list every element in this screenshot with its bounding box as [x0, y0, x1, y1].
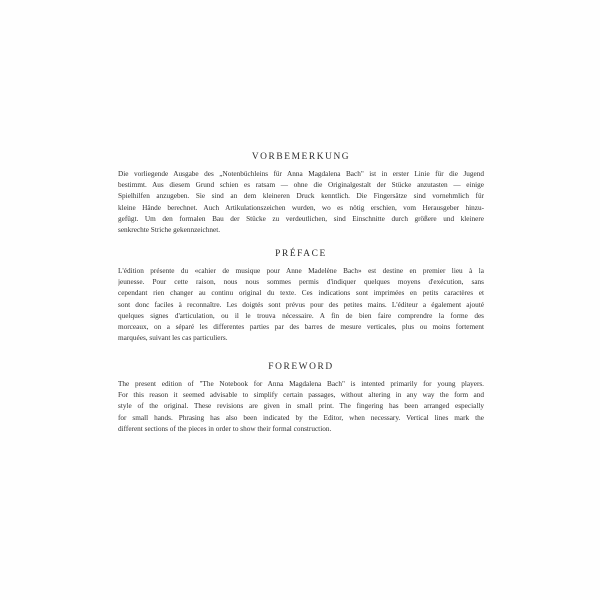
french-paragraph [118, 266, 484, 344]
french-line: jeunesse. Pour cette raison, nous nous sommes permis d'indiquer quelques moyens d'exécution, sans [118, 278, 484, 287]
german-preface-section [118, 152, 484, 236]
german-line: gefügt. Um den formalen Bau der Stücke zu verdeutlichen, sind Einschnitte durch größere und kleinere [118, 214, 484, 223]
french-line: quelques signes d'articulation, ou il le trouva nécessaire. A fin de bien faire comprendre la forme des [118, 311, 484, 320]
english-line: different sections of the pieces in order to show their formal construction. [118, 424, 332, 433]
french-line: L'édition présente du «cahier de musique pour Anne Madelène Bach» est destine en premier lieu à la [118, 267, 484, 275]
english-line: The present edition of "The Notebook for Anna Magdalena Bach" is intented primarily for young players. [118, 380, 484, 388]
german-line: kleine Hände berechnet. Auch Artikulationszeichen wurden, wo es nötig erschien, vom Herausgeber hinzu- [118, 203, 484, 212]
english-line: for small hands. Phrasing has also been indicated by the Editor, when necessary. Vertical lines mark the [118, 413, 484, 422]
french-heading: PRÉFACE [275, 249, 327, 259]
english-line: For this reason it seemed advisable to simplify certain passages, without altering in any way the form and [118, 391, 484, 400]
german-line: senkrechte Striche gekennzeichnet. [118, 225, 221, 234]
french-line: morceaux, on a séparé les differentes parties par des barres de mesure verticales, plus ou moins fortement [118, 322, 484, 331]
english-preface-section [118, 362, 484, 435]
german-line: Die vorliegende Ausgabe des „Notenbüchleins für Anna Magdalena Bach" ist in erster Linie für die Jugend [118, 170, 484, 178]
french-line: cependant rien changer au continu original du texte. Ces indications sont imprimées en petits caractères et [118, 289, 484, 298]
german-paragraph [118, 169, 484, 236]
english-line: style of the original. These revisions are given in small print. The fingering has been arranged especially [118, 402, 484, 411]
english-paragraph [118, 379, 484, 435]
german-line: bestimmt. Aus diesem Grund schien es ratsam — ohne die Originalgestalt der Stücke anzutasten — einige [118, 181, 484, 190]
french-preface-section [118, 249, 484, 344]
english-heading: FOREWORD [268, 362, 334, 372]
german-line: Spielhilfen anzugeben. Sie sind an dem kleineren Druck kenntlich. Die Fingersätze sind vornehmlich für [118, 192, 484, 201]
french-line: sont donc faciles à reconnaître. Les doigtés sont prévus pour des petites mains. L'éditeur a également ajouté [118, 300, 484, 309]
french-line: marquées, suivant les cas particuliers. [118, 334, 228, 343]
german-heading: VORBEMERKUNG [251, 152, 351, 162]
